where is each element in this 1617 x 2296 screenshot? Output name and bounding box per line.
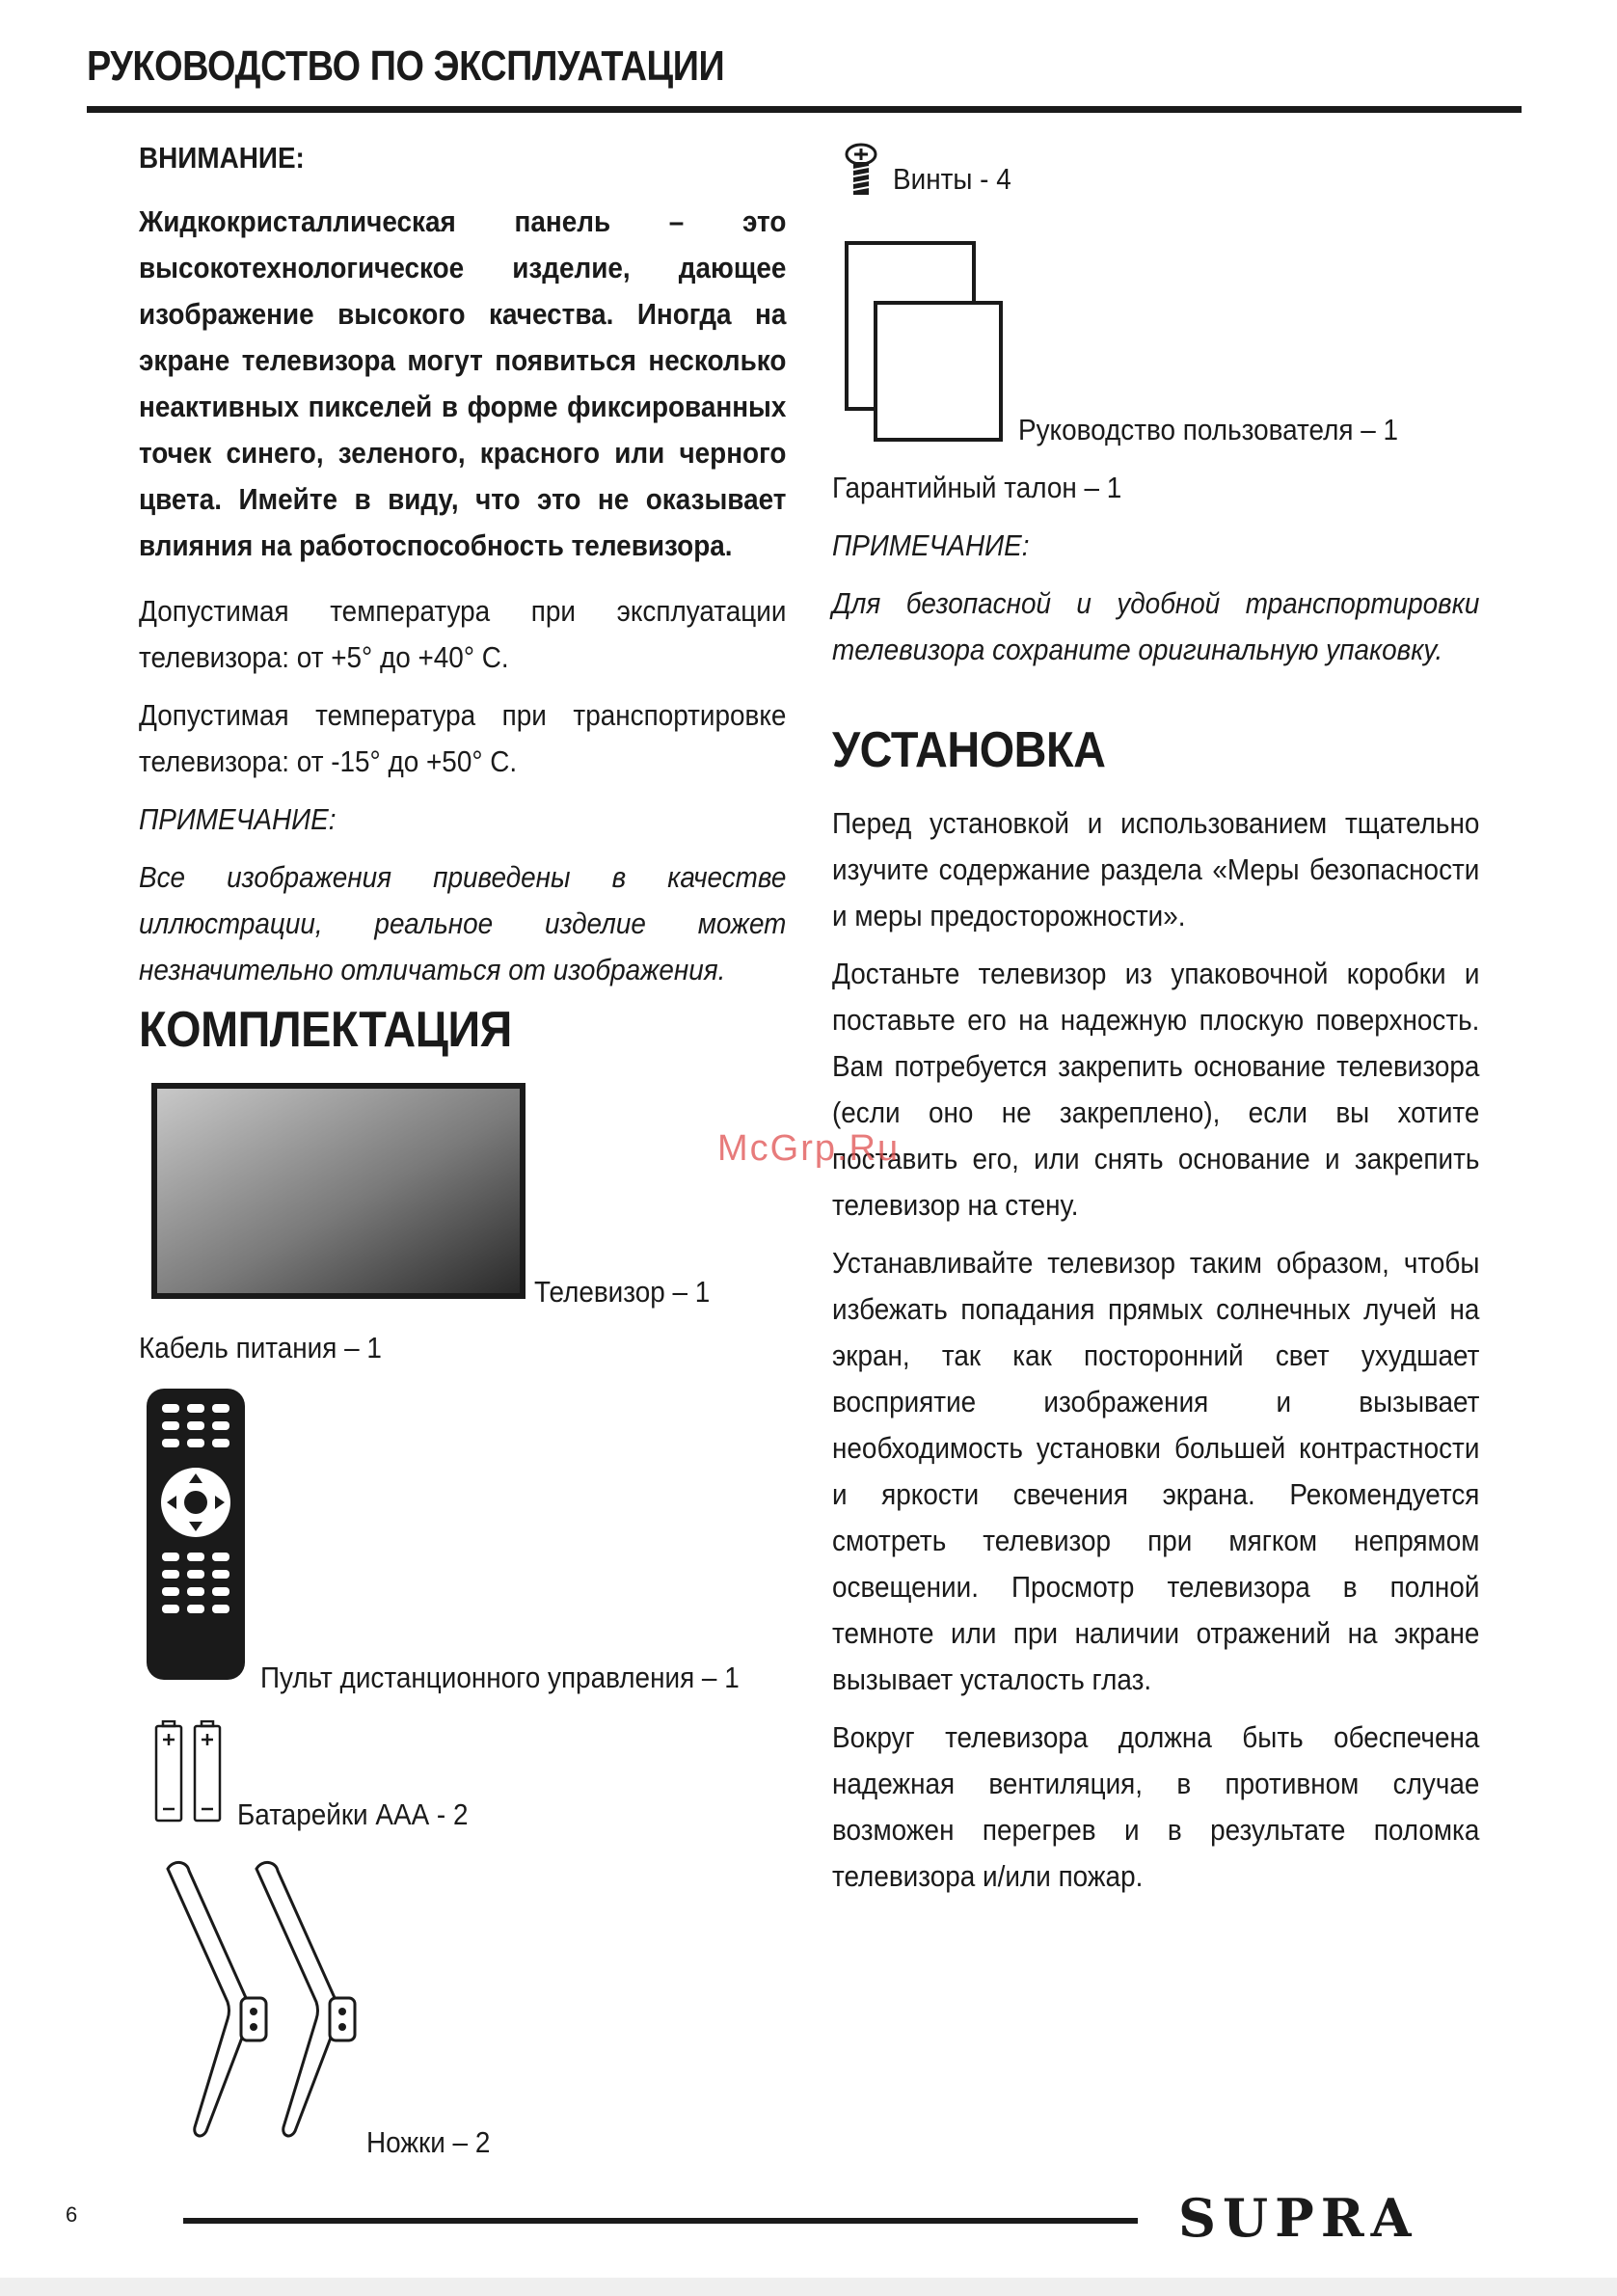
right-note-text: Для безопасной и удобной транспортировки телевизора сохраните оригинальную упаковку. bbox=[832, 586, 1480, 666]
left-note-title: ПРИМЕЧАНИЕ: bbox=[139, 802, 337, 836]
warranty-label: Гарантийный талон – 1 bbox=[832, 471, 1122, 504]
page-number: 6 bbox=[66, 2202, 78, 2227]
remote-control-icon bbox=[145, 1387, 247, 1682]
install-paragraph-3: Устанавливайте телевизор таким образом, чтобы избежать попадания прямых солнечных лучей на экран, так как посторонний свет ухудшает восприятие изображения и вызывает необходимость установки большей контрастности и яркости свечения экрана. Рекомендуется смотреть телевизор при мягком непрямом освещении. Просмотр телевизора в полной темноте или при наличии отражений на экране вызывает усталость глаз. bbox=[832, 1246, 1480, 1696]
stand-legs-icon bbox=[154, 1855, 366, 2145]
right-note-title: ПРИМЕЧАНИЕ: bbox=[832, 528, 1030, 562]
page-title: РУКОВОДСТВО ПО ЭКСПЛУАТАЦИИ bbox=[87, 42, 725, 90]
cable-label: Кабель питания – 1 bbox=[139, 1331, 382, 1364]
attention-title: ВНИМАНИЕ: bbox=[139, 141, 305, 175]
kit-heading: КОМПЛЕКТАЦИЯ bbox=[139, 1002, 512, 1058]
tv-illustration bbox=[150, 1082, 526, 1300]
install-heading: УСТАНОВКА bbox=[832, 722, 1106, 778]
page-bottom-edge bbox=[0, 2278, 1617, 2296]
batteries-label: Батарейки ААА - 2 bbox=[237, 1797, 469, 1831]
install-paragraph-2: Достаньте телевизор из упаковочной коробки и поставьте его на надежную плоскую поверхность. Вам потребуется закрепить основание телевизора (если оно не закреплено), если вы хотите поставить его, или снять основание и закрепить телевизор на стену. bbox=[832, 957, 1480, 1222]
temp-operation-text: Допустимая температура при эксплуатации телевизора: от +5° до +40° С. bbox=[139, 594, 787, 674]
legs-label: Ножки – 2 bbox=[366, 2125, 491, 2159]
manual-icon bbox=[843, 239, 1007, 444]
batteries-icon bbox=[150, 1720, 228, 1824]
install-section bbox=[832, 800, 1480, 1911]
brand-logo: SUPRA bbox=[1178, 2187, 1418, 2249]
install-paragraph-4: Вокруг телевизора должна быть обеспечена надежная вентиляция, в противном случае возможен перегрев и в результате поломка телевизора и/или пожар. bbox=[832, 1720, 1480, 1893]
screws-label: Винты - 4 bbox=[893, 162, 1011, 196]
install-paragraph-1: Перед установкой и использованием тщательно изучите содержание раздела «Меры безопасности и меры предосторожности». bbox=[832, 806, 1480, 932]
watermark: McGrp.Ru bbox=[717, 1128, 901, 1169]
right-column bbox=[832, 465, 1480, 685]
temp-transport-text: Допустимая температура при транспортировке телевизора: от -15° до +50° С. bbox=[139, 698, 787, 778]
left-note-text: Все изображения приведены в качестве иллюстрации, реальное изделие может незначительно отличаться от изображения. bbox=[139, 860, 787, 986]
left-column bbox=[139, 135, 787, 1005]
footer-divider bbox=[183, 2218, 1138, 2224]
header-divider bbox=[87, 106, 1522, 113]
screw-icon bbox=[845, 143, 877, 199]
remote-label: Пульт дистанционного управления – 1 bbox=[260, 1661, 740, 1694]
tv-label: Телевизор – 1 bbox=[534, 1275, 711, 1309]
attention-text: Жидкокристаллическая панель – это высокотехнологическое изделие, дающее изображение высокого качества. Иногда на экране телевизора могут появиться несколько неактивных пикселей в форме фиксированных точек синего, зеленого, красного или черного цвета. Имейте в виду, что это не оказывает влияния на работоспособность телевизора. bbox=[139, 204, 787, 562]
manual-label: Руководство пользователя – 1 bbox=[1018, 413, 1399, 446]
